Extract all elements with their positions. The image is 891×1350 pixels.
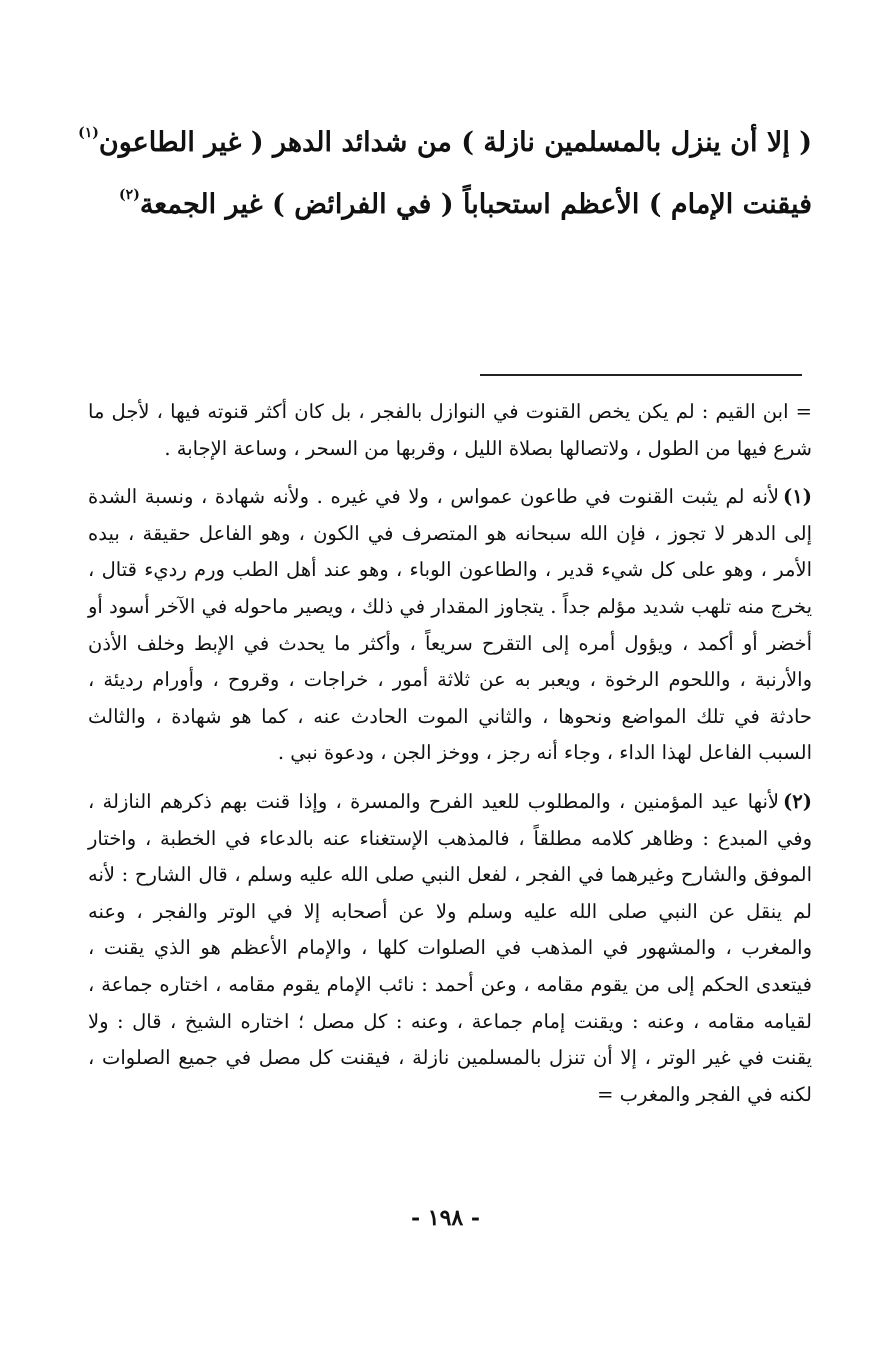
footnote-2-text: لأنها عيد المؤمنين ، والمطلوب للعيد الفرح والمسرة ، وإذا قنت بهم ذكرهم النازلة ، وفي المبدع : وظاهر كلامه مطلقاً ، فالمذهب الإستغناء عنه بالدعاء في الخطبة ، واختار الموفق والشارح وغيرهما في الفجر ، لفعل النبي صلى الله عليه وسلم ، قال الشارح : لأنه لم ينقل عن النبي صلى الله عليه وسلم ولا عن أصحابه إلا في الوتر والفجر ، وعنه والمغرب ، والمشهور في المذهب في الصلوات كلها ، والإمام الأعظم هو الذي يقنت ، فيتعدى الحكم إلى من يقوم مقامه ، وعن أحمد : نائب الإمام يقوم مقامه ، اختاره جماعة ، لقيامه مقامه ، وعنه : ويقنت إمام جماعة ، وعنه : كل مصل ؛ اختاره الشيخ ، قال : ولا يقنت في غير الوتر ، إلا أن تنزل بالمسلمين نازلة ، فيقنت كل مصل في جميع الصلوات ، لكنه في الفجر والمغرب = [88, 789, 812, 1106]
main-text-line-2 [78, 174, 812, 236]
footnote-1 [88, 479, 812, 772]
main-text-line-1 [78, 112, 812, 174]
footnotes [88, 394, 812, 1125]
page-number: - ١٩٨ - [410, 1205, 481, 1231]
main-text-line-2-text: فيقنت الإمام ) الأعظم استحباباً ( في الفرائض ) غير الجمعة [139, 189, 812, 220]
main-text [78, 112, 812, 236]
footnote-marker-1: (١) [78, 125, 99, 141]
footnote-1-number: (١) [783, 485, 812, 509]
page-body [78, 112, 812, 1106]
footnote-marker-2: (٢) [119, 187, 140, 203]
main-text-line-1-text: ( إلا أن ينزل بالمسلمين نازلة ) من شدائد الدهر ( غير الطاعون [98, 127, 812, 158]
footnote-divider [480, 374, 802, 376]
footnote-2 [88, 784, 812, 1113]
footnote-continuation: = ابن القيم : لم يكن يخص القنوت في النوازل بالفجر ، بل كان أكثر قنوته فيها ، لأجل ما شرع فيها من الطول ، ولاتصالها بصلاة الليل ، وقربها من السحر ، وساعة الإجابة . [88, 400, 812, 460]
footnote-1-text: لأنه لم يثبت القنوت في طاعون عمواس ، ولا في غيره . ولأنه شهادة ، ونسبة الشدة إلى الدهر لا تجوز ، فإن الله سبحانه هو المتصرف في الكون ، وهو الفاعل حقيقة ، بيده الأمر ، وهو على كل شيء قدير ، والطاعون الوباء ، وهو عند أهل الطب ورم رديء قتال ، يخرج منه تلهب شديد مؤلم جداً . يتجاوز المقدار في ذلك ، ويصير ماحوله في الآخر أسود أو أخضر أو أكمد ، ويؤول أمره إلى التقرح سريعاً ، وأكثر ما يحدث في الإبط وخلف الأذن والأرنبة ، واللحوم الرخوة ، ويعبر به عن ثلاثة أمور ، خراجات ، وقروح ، وأورام رديئة ، حادثة في تلك المواضع ونحوها ، والثاني الموت الحادث عنه ، كما هو شهادة ، والثالث السبب الفاعل لهذا الداء ، وجاء أنه رجز ، ووخز الجن ، ودعوة نبي . [88, 485, 812, 765]
footnote-2-number: (٢) [783, 789, 812, 813]
